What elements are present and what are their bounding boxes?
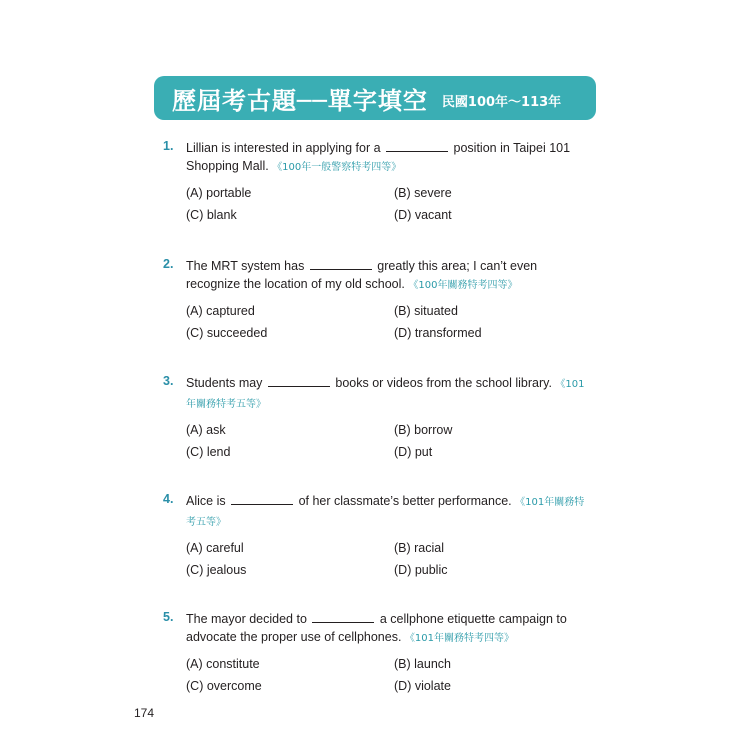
option-d: (D) violate (394, 679, 451, 693)
question-number: 4. (163, 492, 174, 506)
stem-text-before: Lillian is interested in applying for a (186, 141, 381, 155)
answer-options (186, 540, 593, 579)
section-year-range: 民國100年～113年 (441, 94, 562, 110)
option-c: (C) blank (186, 208, 237, 222)
option-d: (D) vacant (394, 208, 452, 222)
question-source: 《100年一般警察特考四等》 (272, 162, 402, 173)
question-1 (163, 139, 593, 224)
question-3 (163, 374, 593, 461)
answer-blank (231, 493, 293, 505)
option-d: (D) put (394, 445, 433, 459)
stem-text-before: The mayor decided to (186, 612, 307, 626)
option-d: (D) public (394, 563, 448, 577)
stem-text-before: Students may (186, 376, 263, 390)
stem-text-after: a cellphone etiquette campaign to advocate the proper use of cellphones. (186, 612, 567, 644)
stem-text-after: position in Taipei 101 Shopping Mall. (186, 141, 571, 173)
question-number: 1. (163, 139, 174, 153)
option-b: (B) borrow (394, 423, 453, 437)
answer-blank (268, 375, 330, 387)
answer-options (186, 185, 593, 224)
stem-text-before: The MRT system has (186, 259, 305, 273)
question-source: 《101年關務特考五等》 (186, 497, 585, 528)
question-source: 《101年關務特考四等》 (404, 633, 515, 644)
question-stem (186, 139, 593, 177)
question-number: 5. (163, 610, 174, 624)
option-a: (A) portable (186, 186, 252, 200)
section-header-banner (154, 76, 596, 120)
stem-text-after: books or videos from the school library. (335, 376, 552, 390)
option-c: (C) succeeded (186, 326, 268, 340)
option-b: (B) racial (394, 541, 445, 555)
answer-options (186, 656, 593, 695)
option-a: (A) captured (186, 304, 255, 318)
answer-blank (310, 258, 372, 270)
question-number: 3. (163, 374, 174, 388)
option-c: (C) overcome (186, 679, 262, 693)
option-d: (D) transformed (394, 326, 482, 340)
answer-blank (386, 140, 448, 152)
question-5 (163, 610, 593, 695)
stem-text-after: greatly this area; I can’t even recognize the location of my old school. (186, 259, 538, 291)
option-c: (C) lend (186, 445, 231, 459)
question-stem (186, 610, 593, 648)
section-title: 歷屆考古題──單字填空 (172, 86, 428, 115)
option-a: (A) constitute (186, 657, 260, 671)
question-stem (186, 492, 593, 532)
question-4 (163, 492, 593, 579)
question-stem (186, 374, 593, 414)
page-number: 174 (134, 706, 155, 720)
option-b: (B) severe (394, 186, 452, 200)
option-c: (C) jealous (186, 563, 247, 577)
question-stem (186, 257, 593, 295)
option-a: (A) ask (186, 423, 226, 437)
option-a: (A) careful (186, 541, 244, 555)
question-2 (163, 257, 593, 342)
question-source: 《101年關務特考五等》 (186, 379, 585, 410)
stem-text-after: of her classmate’s better performance. (298, 494, 512, 508)
stem-text-before: Alice is (186, 494, 226, 508)
question-number: 2. (163, 257, 174, 271)
answer-blank (312, 611, 374, 623)
option-b: (B) launch (394, 657, 451, 671)
question-source: 《100年關務特考四等》 (408, 280, 518, 291)
answer-options (186, 303, 593, 342)
option-b: (B) situated (394, 304, 458, 318)
answer-options (186, 422, 593, 461)
